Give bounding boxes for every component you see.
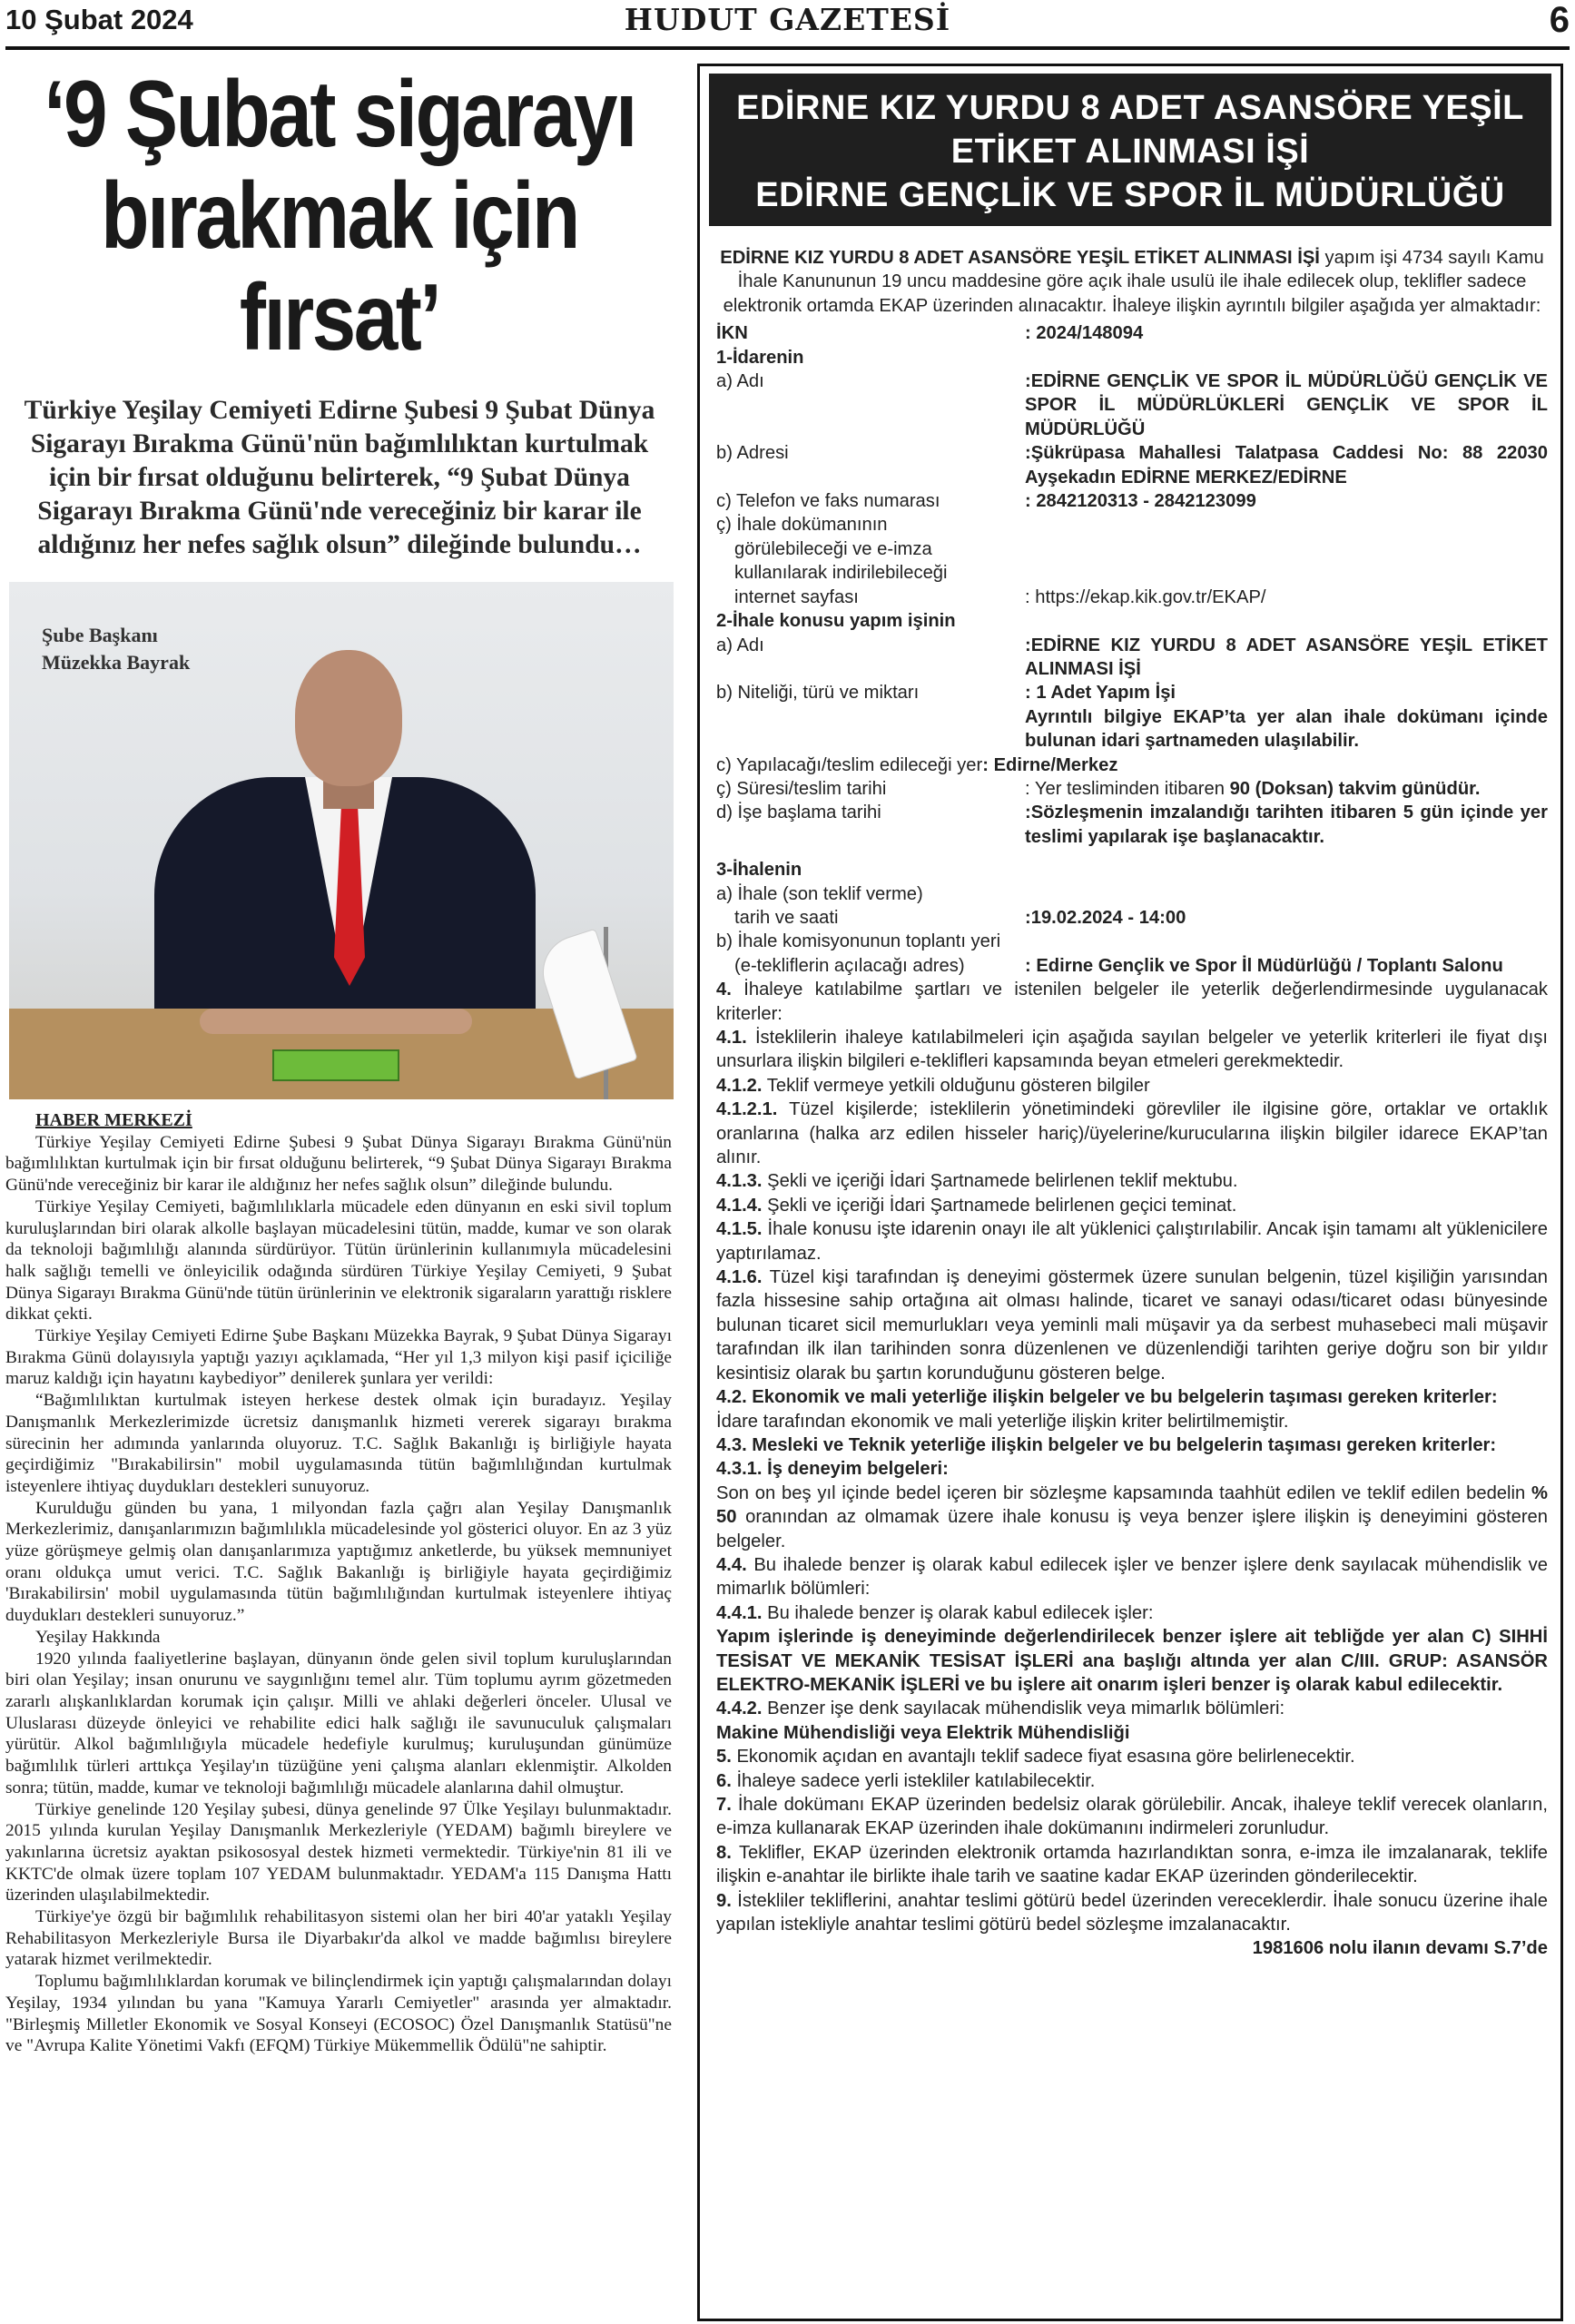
field-label: ç) Süresi/teslim tarihi <box>716 778 887 799</box>
ikn-row <box>716 321 1548 345</box>
article-byline: HABER MERKEZİ <box>35 1110 192 1130</box>
clause <box>716 1697 1548 1720</box>
clause-text: Bu ihalede benzer iş olarak kabul edilecek işler: <box>762 1602 1154 1623</box>
clause-text: İhale dokümanı EKAP üzerinden bedelsiz olarak görülebilir. Ancak, ihaleye teklif verecek olanların, e-imza kullanarak EKAP üzerinden ihale dokümanını indirmeleri zorunludur. <box>716 1795 1548 1839</box>
clause-number: 4.1.2.1. <box>716 1099 778 1120</box>
work-start-row <box>716 801 1548 849</box>
clause <box>716 1098 1548 1169</box>
article-paragraph: Toplumu bağımlılıklardan korumak ve bilinçlendirmek için yaptığı çalışmalarından dolayı Yeşilay, 1934 yılından bu yana "Kamuya Yararlı Cemiyetler" arasında yer almaktadır. "Birleşmiş Milletler Ekonomik ve Sosyal Konseyi (ECOSOC) Özel Danışmanlık Statüsü"ne ve "Avrupa Kalite Yönetimi Vakfı (EFQM) Türkiye Mükemmellik Ödülü"ne sahiptir. <box>5 1972 672 2056</box>
admin-address-row <box>716 441 1548 489</box>
notice-footer: 1981606 nolu ilanın devamı S.7’de <box>1252 1938 1548 1959</box>
field-label-line: kullanılarak indirilebileceği <box>734 563 948 584</box>
clause <box>716 1553 1548 1601</box>
clause <box>716 978 1548 1026</box>
field-value-text: 90 (Doksan) takvim günüdür. <box>1229 778 1481 799</box>
issue-date: 10 Şubat 2024 <box>5 4 193 35</box>
article-paragraph: Kurulduğu günden bu yana, 1 milyondan fazla çağrı alan Yeşilay Danışmanlık Merkezlerimiz, danışanlarımızın bağımlılıkla mücadelesinde yol gösterici oluyor. En az 3 yüz yüze görüşmeye gelmiş olan danışanlarımıza yaptığımız anketlerde, bu yüksek memnuniyet oranı oldukça umut verici. T.C. Sağlık Bakanlığı iş birliğiyle hayata geçirdiğimiz 'Bırakabilirsin' mobil uygulamasında tütün bağımlılığından kurtulmak isteyenlere ihtiyaç duydukları destekleri sunuyoruz.” <box>5 1498 672 1626</box>
clause-text: İhaleye katılabilme şartları ve istenilen belgeler ile yeterlik değerlendirmesinde uygulanacak kriterler: <box>716 980 1548 1024</box>
article-paragraph: Türkiye genelinde 120 Yeşilay şubesi, dünya genelinde 97 Ülke Yeşilayı bulunmaktadır. 2015 yılında kurulan Yeşilay Danışmanlık Merkezleriyle (YEDAM) bağımlı bireylere ve yakınlarına ücretsiz ayaktan psikososyal destek hizmeti vermektedir. Türkiye'nin 81 ili ve KKTC'de olmak üzere toplam 107 YEDAM bulunmaktadır. YEDAM'a 115 Danışma Hattı üzerinden ulaşılabilmektedir. <box>5 1799 672 1905</box>
clause-text: İsteklilerin ihaleye katılabilmeleri için aşağıda sayılan belgeler ve yeterlik kriterleri ile fiyat dışı unsurlara ilişkin bilgileri e-teklifleri kapsamında beyan etmeleri gerekmektedir. <box>716 1028 1548 1072</box>
clause-number: 4.4.2. <box>716 1699 763 1719</box>
clause-text: Yapım işlerinde iş deneyiminde değerlendirilecek benzer işlere ait tebliğde yer alan C) SIHHİ TESİSAT VE MEKANİK TESİSAT İŞLERİ ana başlığı altında yer alan C/III. GRUP: ASANSÖR ELEKTRO-MEKANİK İŞLERİ ve bu işlere ait onarım işleri benzer iş olarak kabul edilecektir. <box>716 1627 1548 1695</box>
field-value: : Edirne/Merkez <box>982 754 1118 775</box>
ikn-value: : 2024/148094 <box>1025 323 1144 344</box>
article-paragraph: Türkiye Yeşilay Cemiyeti Edirne Şubesi 9 Şubat Dünya Sigarayı Bırakma Günü'nün bağımlılıktan kurtulmak için bir fırsat olduğunu belirterek, “9 Şubat Dünya Sigarayı Bırakma Günü'nde vereceğiniz bir karar ile aldığınız her nefes sağlık olsun” dileğinde bulundu. <box>5 1132 672 1196</box>
clause <box>716 1889 1548 1937</box>
ikn-label: İKN <box>716 323 748 344</box>
news-article <box>5 56 674 2317</box>
field-label: b) Niteliği, türü ve miktarı <box>716 683 920 704</box>
clause-text: Son on beş yıl içinde bedel içeren bir sözleşme kapsamında taahhüt edilen ve teklif edilen bedelin <box>716 1482 1532 1503</box>
photo-caption-name: Müzekka Bayrak <box>42 651 191 674</box>
tender-date-value: :19.02.2024 - 14:00 <box>1025 907 1186 928</box>
tender-notice <box>697 64 1563 2321</box>
article-photo <box>9 582 674 1099</box>
field-value: :Şükrüpasa Mahallesi Talatpasa Caddesi No: 88 22030 Ayşekadın EDİRNE MERKEZ/EDİRNE <box>1025 443 1548 487</box>
tender-date-row <box>716 882 1548 931</box>
field-label: c) Telefon ve faks numarası <box>716 491 940 512</box>
article-paragraph: Türkiye Yeşilay Cemiyeti, bağımlılıklarla mücadele eden dünyanın en eski sivil toplum kuruluşlarından biri olarak alkolle başlayan mücadelesini tütün, madde, kumar ve son olarak da teknoloji bağımlılığı alanında sürdürüyor. Tütün ürünlerinin kullanımıyla mücadelesini halk sağlığı temelli ve önleyicilik odağında sürdüren Türkiye Yeşilay Cemiyeti, 9 Şubat Dünya Sigarayı Bırakma Günü'nde tütün ürünlerinin ve elektronik sigaraların yarattığı risklere dikkat çekti. <box>5 1196 672 1324</box>
article-body <box>5 1110 674 2057</box>
section-title: 1-İdarenin <box>716 347 804 368</box>
clause-number: 4. <box>716 980 732 1000</box>
clause-text: Ekonomik açıdan en avantajlı teklif sadece fiyat esasına göre belirlenecektir. <box>731 1747 1355 1768</box>
clause-number: 4.1.2. <box>716 1075 763 1096</box>
field-label: a) Adı <box>716 635 764 655</box>
notice-intro-text: yapım işi 4734 sayılı Kamu İhale Kanununun 19 uncu maddesine göre açık ihale usulü ile ihale edilecek olup, teklifler sadece elektronik ortamda EKAP üzerinden alınacaktır. İhaleye ilişkin ayrıntılı bilgiler aşağıda yer almaktadır: <box>723 248 1544 316</box>
field-value: :EDİRNE KIZ YURDU 8 ADET ASANSÖRE YEŞİL ETİKET ALINMASI İŞİ <box>1025 635 1548 679</box>
article-headline: ‘9 Şubat sigarayı bırakmak için fırsat’ <box>44 62 635 370</box>
field-value-line: : 1 Adet Yapım İşi <box>1025 683 1176 704</box>
clause-text: Tüzel kişi tarafından iş deneyimi göstermek üzere sunulan belgenin, tüzel kişiliğin yarısından fazla hissesine sahip ortağına ait olması halinde, ticaret ve sanayi odası/ticaret odası bünyesinde bulunan ticaret sicil memurlukları veya yeminli mali müşavir ya da serbest muhasebeci mali müşavir tarafından ilk ilan tarihinden sonra düzenlenen ve düzenlendiği tarihten geriye doğru son bir yıldır kesintisiz olarak bu şartın korunduğunu gösteren belge. <box>716 1267 1548 1384</box>
field-value-text: : Yer tesliminden itibaren <box>1025 778 1230 799</box>
clause-number: 4.1.3. <box>716 1171 763 1192</box>
clause-number: 5. <box>716 1747 732 1768</box>
notice-banner <box>709 74 1551 226</box>
field-label: c) Yapılacağı/teslim edileceği yer <box>716 754 983 775</box>
article-lede: Türkiye Yeşilay Cemiyeti Edirne Şubesi 9 Şubat Dünya Sigarayı Bırakma Günü'nün bağımlılıktan kurtulmak için bir fırsat olduğunu belirterek, “9 Şubat Dünya Sigarayı Bırakma Günü'nde vereceğiniz bir karar ile aldığınız her nefes sağlık olsun” dileğinde bulundu… <box>24 396 655 559</box>
tender-place-row <box>716 954 1548 978</box>
clause <box>716 1026 1548 1074</box>
admin-website-row <box>716 513 1548 609</box>
photo-book-shape <box>272 1049 399 1081</box>
clause-text: Teklif vermeye yetkili olduğunu gösteren bilgiler <box>762 1075 1150 1096</box>
article-paragraph: Türkiye'ye özgü bir bağımlılık rehabilitasyon sistemi olan her biri 40'ar yataklı Yeşilay Rehabilitasyon Merkezleriyle Bursa ile Diyarbakır'da alkol ve madde bağımlısı bireylere yatarak hizmet verilmektedir. <box>5 1907 672 1970</box>
clause-text: İhale konusu işte idarenin onayı ile alt yüklenici çalıştırılabilir. Ancak işin tamamı alt yüklenicilere yaptırılamaz. <box>716 1219 1548 1264</box>
clause-heading: 4.3. Mesleki ve Teknik yeterliğe ilişkin belgeler ve bu belgelerin taşıması gereken kriterler: <box>716 1434 1497 1455</box>
clause-text: Bu ihalede benzer iş olarak kabul edilecek işler ve benzer işlere denk sayılacak mühendislik ve mimarlık bölümleri: <box>716 1554 1548 1600</box>
clause <box>716 1074 1548 1098</box>
field-label: (e-tekliflerin açılacağı adres) <box>734 955 965 976</box>
photo-head-shape <box>295 650 402 786</box>
newspaper-name: HUDUT GAZETESİ <box>624 2 951 37</box>
field-label-line: a) İhale (son teklif verme) <box>716 883 923 904</box>
clause-text: Makine Mühendisliği veya Elektrik Mühendisliği <box>716 1722 1130 1743</box>
clause-text: İstekliler tekliflerini, anahtar teslimi götürü bedel üzerinden vereceklerdir. İhale sonucu üzerine ihale yapılan istekliyle anahtar teslimi götürü bedel sözleşme imzalanacaktır. <box>716 1890 1548 1935</box>
field-label <box>716 882 1025 931</box>
field-value-line: Ayrıntılı bilgiye EKAP’ta yer alan ihale dokümanı içinde bulunan idari şartnameden ulaşılabilir. <box>1025 706 1548 752</box>
clause-text: oranından az olmamak üzere ihale konusu iş veya benzer işlere ilişkin iş deneyimini gösteren belgeler. <box>716 1507 1548 1551</box>
photo-caption-title: Şube Başkanı <box>42 624 158 646</box>
clause-number: 4.1.5. <box>716 1219 763 1240</box>
clause-number: 7. <box>716 1795 732 1815</box>
clause-number: 4.4.1. <box>716 1602 763 1623</box>
clause-text: Tüzel kişilerde; isteklilerin yönetimindeki görevliler ile ilgisine göre, ortaklar ve ortaklık oranlarına (halka arz edilen hisseler hariç)/üyelerine/kurucularına ilişkin bilgiler idarece EKAP’tan alınır. <box>716 1099 1548 1168</box>
field-label: a) Adı <box>716 371 764 392</box>
field-label-line: ç) İhale dokümanının <box>716 515 888 536</box>
work-location-row <box>716 753 1548 777</box>
clause-number: 4.4. <box>716 1554 747 1575</box>
clause <box>716 1169 1548 1193</box>
clause <box>716 1745 1548 1768</box>
clause <box>716 1841 1548 1889</box>
work-duration-row <box>716 777 1548 801</box>
notice-banner-line: EDİRNE GENÇLİK VE SPOR İL MÜDÜRLÜĞÜ <box>755 176 1505 214</box>
clause <box>716 1217 1548 1265</box>
work-type-row <box>716 681 1548 753</box>
photo-hands-shape <box>200 1009 472 1034</box>
clause-text: % 50 <box>716 1482 1548 1528</box>
field-value: : Edirne Gençlik ve Spor İl Müdürlüğü / Toplantı Salonu <box>1025 955 1503 976</box>
clause-heading: 4.3.1. İş deneyim belgeleri: <box>716 1459 949 1480</box>
field-label <box>716 513 1025 609</box>
notice-banner-line: ETİKET ALINMASI İŞİ <box>950 133 1310 171</box>
clause <box>716 1194 1548 1217</box>
field-label: b) Adresi <box>716 443 789 464</box>
admin-name-row <box>716 369 1548 441</box>
field-value: :Sözleşmenin imzalandığı tarihten itibaren 5 gün içinde yer teslimi yapılarak işe başlanacaktır. <box>1025 803 1548 847</box>
field-value: : 2842120313 - 2842123099 <box>1025 491 1256 512</box>
masthead-rule <box>5 46 1570 50</box>
photo-caption <box>42 622 190 676</box>
notice-intro <box>716 246 1548 318</box>
article-paragraph: 1920 yılında faaliyetlerine başlayan, dünyanın önde gelen sivil toplum kuruluşlarından biri olan Yeşilay; insan onurunu ve saygınlığını temel alır. Tüm toplumu ayrım gözetmeden zararlı alışkanlıklardan korumak için çalışır. Milli ve ahlaki değerleri önceler. Ulusal ve Uluslarası düzeyde önleyici ve rehabilite edici halk sağlığı ile savunuculuk çalışmaları yürütür. Alkol bağımlılığıyla mücadele hedefiyle kurulmuş; kuruluşundan günümüze bağımlılık türleri arttıkça Yeşilay'ın tüzüğüne yeni çalışma alanları eklenmiştir. Alkolden sonra; tütün, madde, kumar ve teknoloji bağımlılığı mücadele alanlarına dahil olmuştur. <box>5 1649 672 1797</box>
clause-text: Şekli ve içeriği İdari Şartnamede belirlenen geçici teminat. <box>762 1195 1237 1216</box>
section-title: 3-İhalenin <box>716 860 802 881</box>
page-number: 6 <box>1549 0 1570 40</box>
clause-number: 9. <box>716 1890 732 1911</box>
notice-intro-title: EDİRNE KIZ YURDU 8 ADET ASANSÖRE YEŞİL ETİKET ALINMASI İŞİ <box>720 248 1320 268</box>
field-label-line: internet sayfası <box>734 586 859 607</box>
field-value <box>1025 681 1548 753</box>
notice-banner-line: EDİRNE KIZ YURDU 8 ADET ASANSÖRE YEŞİL <box>736 89 1524 127</box>
article-paragraph: Türkiye Yeşilay Cemiyeti Edirne Şube Başkanı Müzekka Bayrak, 9 Şubat Dünya Sigarayı Bırakma Günü dolayısıyla yaptığı yazıyı açıklamada, “Her yıl 1,3 milyon kişi pasif içiciliğe maruz kaldığı için hayatını kaybediyor” denilerek şunlara yer verildi: <box>5 1326 672 1389</box>
clause-text: İdare tarafından ekonomik ve mali yeterliğe ilişkin kriter belirtilmemiştir. <box>716 1411 1289 1432</box>
field-value <box>1025 882 1548 931</box>
article-subheading: Yeşilay Hakkında <box>35 1627 161 1647</box>
clause <box>716 1265 1548 1385</box>
clause-text: Teklifler, EKAP üzerinden elektronik ortamda hazırlandıktan sonra, e-imza ile imzalanarak, teklife ilişkin e-anahtar ile birlikte ihale tarih ve saatine kadar EKAP üzerinden gönderilecektir. <box>716 1842 1548 1887</box>
clause <box>716 1769 1548 1793</box>
admin-phone-row <box>716 489 1548 513</box>
clause-number: 4.1.6. <box>716 1267 763 1288</box>
clause <box>716 1793 1548 1841</box>
masthead <box>5 0 1570 45</box>
work-name-row <box>716 634 1548 682</box>
field-label: d) İşe başlama tarihi <box>716 803 881 823</box>
notice-body <box>716 246 1548 1961</box>
clause-text: İhaleye sadece yerli istekliler katılabilecektir. <box>731 1770 1096 1791</box>
article-paragraph: “Bağımlılıktan kurtulmak isteyen herkese destek olmak için buradayız. Yeşilay Danışmanlık Merkezlerimizde ücretsiz danışmanlık hizmeti vererek sigarayı bırakma sürecinin her adımında yanlarında oluyoruz. T.C. Sağlık Bakanlığı iş birliğiyle hayata geçirdiğimiz "Bırakabilirsin" mobil uygulamasında tütün bağımlılığından kurtulmak isteyenlere ihtiyaç duydukları destekleri sunuyoruz. <box>5 1391 672 1496</box>
field-value: :EDİRNE GENÇLİK VE SPOR İL MÜDÜRLÜĞÜ GENÇLİK VE SPOR İL MÜDÜRLÜKLERİ GENÇLİK VE SPOR İL MÜDÜRLÜĞÜ <box>1025 371 1548 439</box>
field-value <box>1025 513 1548 609</box>
field-label-line: tarih ve saati <box>734 907 839 928</box>
section-title: 2-İhale konusu yapım işinin <box>716 611 956 632</box>
field-label-line: görülebileceği ve e-imza <box>734 538 932 559</box>
clause-number: 8. <box>716 1842 732 1863</box>
clause-number: 4.1.4. <box>716 1195 763 1216</box>
clause-heading: 4.2. Ekonomik ve mali yeterliğe ilişkin belgeler ve bu belgelerin taşıması gereken kriterler: <box>716 1387 1498 1408</box>
field-value <box>1025 777 1548 801</box>
clause <box>716 1601 1548 1625</box>
ekap-link: : https://ekap.kik.gov.tr/EKAP/ <box>1025 586 1266 607</box>
clause-number: 4.1. <box>716 1028 747 1048</box>
clause-text: Şekli ve içeriği İdari Şartnamede belirlenen teklif mektubu. <box>762 1171 1238 1192</box>
clause-text: Benzer işe denk sayılacak mühendislik veya mimarlık bölümleri: <box>762 1699 1285 1719</box>
clause <box>716 1482 1548 1553</box>
field-label: b) İhale komisyonunun toplantı yeri <box>716 931 1001 952</box>
clause-number: 6. <box>716 1770 732 1791</box>
